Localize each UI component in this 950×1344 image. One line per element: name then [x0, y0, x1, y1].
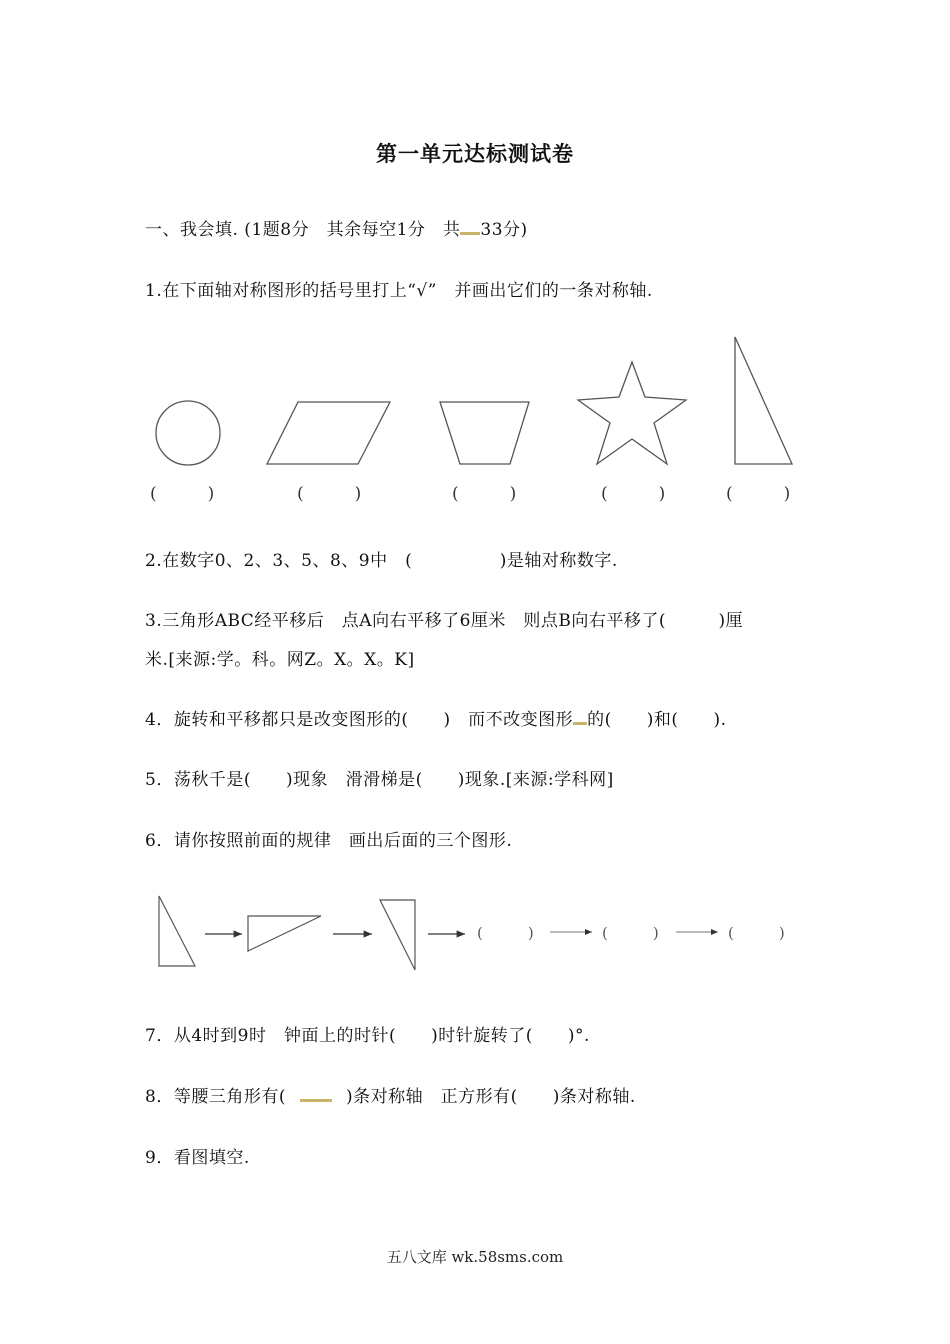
question-8	[145, 1082, 636, 1107]
pattern-answer-2[interactable]: ( )	[602, 924, 659, 942]
pattern-triangle-3	[380, 900, 415, 970]
answer-paren-triangle[interactable]: ( )	[726, 484, 791, 504]
question-3-line-1: 3.三角形ABC经平移后 点A向右平移了6厘米 则点B向右平移了( )厘	[145, 611, 744, 631]
question-4-pre: 4．旋转和平移都只是改变图形的( ) 而不改变图形	[145, 710, 574, 730]
pattern-answer-3[interactable]: ( )	[728, 924, 785, 942]
question-2: 2.在数字0、2、3、5、8、9中 ( )是轴对称数字.	[145, 551, 618, 571]
pattern-triangle-2	[248, 916, 321, 951]
section-1-heading-post: 33分)	[480, 220, 528, 240]
question-8-pre: 8．等腰三角形有(	[145, 1087, 286, 1107]
question-6: 6．请你按照前面的规律 画出后面的三个图形.	[145, 831, 513, 851]
question-5: 5．荡秋千是( )现象 滑滑梯是( )现象.[来源:学科网]	[145, 770, 614, 790]
answer-paren-trapezoid[interactable]: ( )	[452, 484, 517, 504]
question-9: 9．看图填空.	[145, 1148, 250, 1168]
question-4-post: 的( )和( ).	[587, 710, 727, 730]
footer-watermark: 五八文库 wk.58sms.com	[386, 1248, 564, 1266]
section-1-heading-pre: 一、我会填. (1题8分 其余每空1分 共	[145, 220, 461, 240]
pattern-triangle-1	[159, 896, 195, 966]
question-1: 1.在下面轴对称图形的括号里打上“√” 并画出它们的一条对称轴.	[145, 281, 653, 301]
answer-paren-star[interactable]: ( )	[601, 484, 666, 504]
answer-paren-circle[interactable]: ( )	[150, 484, 215, 504]
question-7: 7．从4时到9时 钟面上的时针( )时针旋转了( )°.	[145, 1026, 590, 1046]
question-3-line-2: 米.[来源:学。科。网Z。X。X。K]	[145, 650, 415, 670]
question-8-post: )条对称轴 正方形有( )条对称轴.	[345, 1087, 636, 1107]
answer-paren-parallelogram[interactable]: ( )	[297, 484, 362, 504]
page-title: 第一单元达标测试卷	[376, 141, 574, 166]
pattern-answer-1[interactable]: ( )	[477, 924, 534, 942]
highlight-mark	[300, 1098, 332, 1102]
